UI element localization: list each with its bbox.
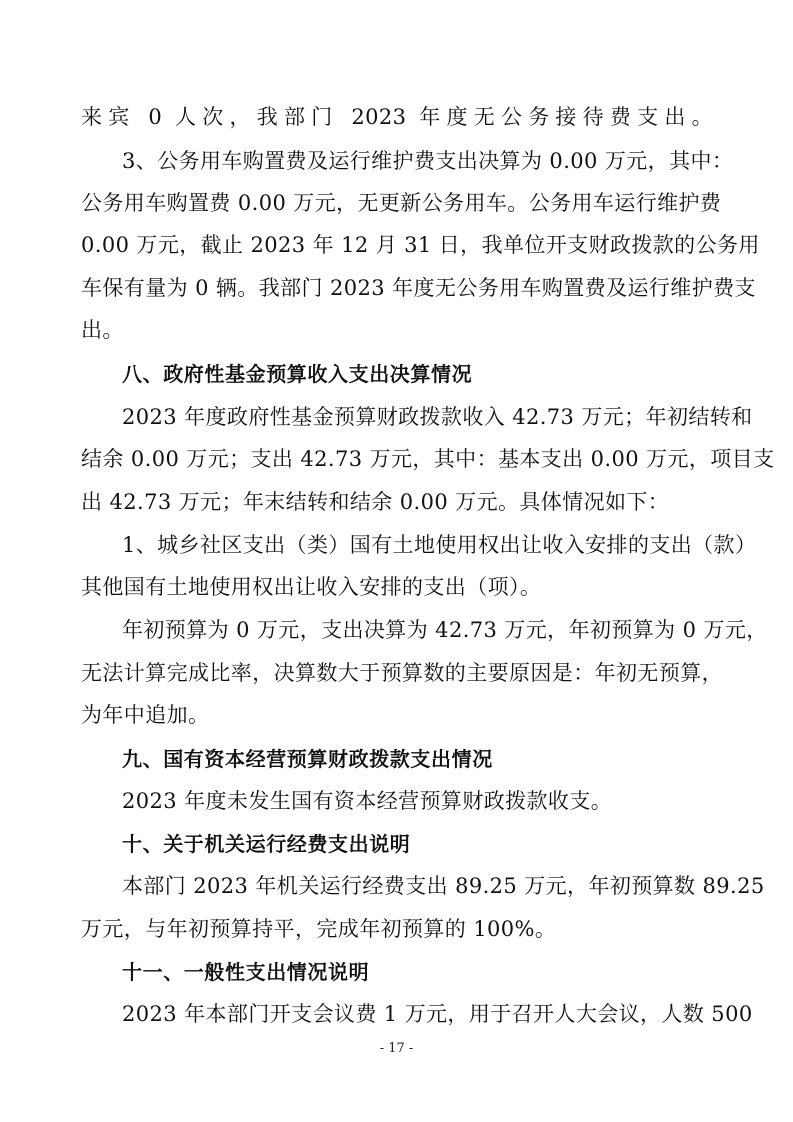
section-heading: 十、关于机关运行经费支出说明 [122,832,411,856]
section-heading: 十一、一般性支出情况说明 [122,960,370,984]
section-heading: 九、国有资本经营预算财政拨款支出情况 [122,747,493,771]
paragraph-line: 0.00 万元，截止 2023 年 12 月 31 日，我单位开支财政拨款的公务用 [81,233,760,257]
page-number: - 17 - [379,1041,414,1056]
paragraph-line: 万元，与年初预算持平，完成年初预算的 100%。 [81,917,557,941]
paragraph-line: 结余 0.00 万元；支出 42.73 万元，其中：基本支出 0.00 万元，项目支 [81,447,775,471]
paragraph-line: 无法计算完成比率，决算数大于预算数的主要原因是：年初无预算， [81,661,723,685]
paragraph-line: 1、城乡社区支出（类）国有土地使用权出让收入安排的支出（款） [122,533,757,557]
paragraph-line: 3、公务用车购置费及运行维护费支出决算为 0.00 万元，其中： [122,149,734,173]
paragraph-line: 2023 年本部门开支会议费 1 万元，用于召开人大会议，人数 500 [122,1002,753,1026]
paragraph-line: 年初预算为 0 万元，支出决算为 42.73 万元，年初预算为 0 万元， [122,618,768,642]
paragraph-line: 本部门 2023 年机关运行经费支出 89.25 万元，年初预算数 89.25 [122,874,765,898]
paragraph-line: 出。 [81,318,124,342]
paragraph-line: 其他国有土地使用权出让收入安排的支出（项）。 [81,575,542,599]
paragraph-line: 来宾 0 人次，我部门 2023 年度无公务接待费支出。 [81,105,713,129]
paragraph-line: 2023 年度政府性基金预算财政拨款收入 42.73 万元；年初结转和 [122,405,753,429]
paragraph-line: 出 42.73 万元；年末结转和结余 0.00 万元。具体情况如下： [81,490,670,514]
paragraph-line: 为年中追加。 [81,703,210,727]
paragraph-line: 车保有量为 0 辆。我部门 2023 年度无公务用车购置费及运行维护费支 [81,276,756,300]
paragraph-line: 2023 年度未发生国有资本经营预算财政拨款收支。 [122,789,613,813]
section-heading: 八、政府性基金预算收入支出决算情况 [122,362,473,386]
paragraph-line: 公务用车购置费 0.00 万元，无更新公务用车。公务用车运行维护费 [81,191,722,215]
